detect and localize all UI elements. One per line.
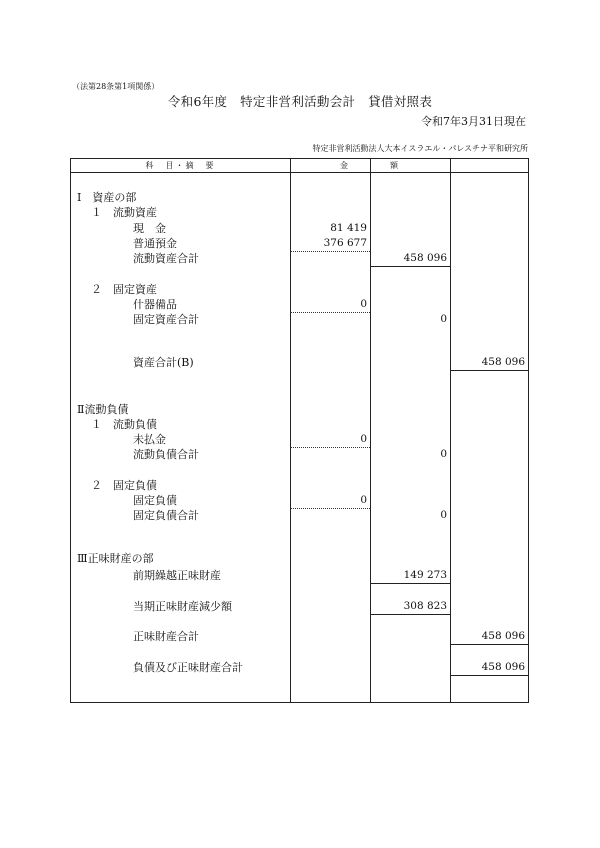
- header-row-rule: [71, 172, 528, 173]
- column-header-item: 科 目・摘 要: [145, 161, 216, 170]
- cash-label: 現 金: [133, 222, 166, 235]
- balance-sheet-table: [70, 158, 529, 703]
- fixed-liabilities-total-value: 0: [440, 509, 447, 521]
- fixed-assets-total-label: 固定資産合計: [133, 313, 199, 326]
- rule-grand-total: [450, 675, 528, 676]
- rule-assets-total: [450, 370, 528, 371]
- rule-net-assets-decrease: [370, 614, 450, 615]
- current-liabilities-total-value: 0: [440, 448, 447, 460]
- net-assets-decrease-value: 308 823: [403, 600, 447, 612]
- current-liabilities-total-label: 流動負債合計: [133, 448, 199, 461]
- column-divider-2: [370, 159, 371, 702]
- organization-name: 特定非営利活動法人大本イスラエル・パレスチナ平和研究所: [312, 144, 528, 153]
- rule-net-assets-total: [450, 644, 528, 645]
- prior-net-assets-label: 前期繰越正味財産: [133, 569, 221, 582]
- document-title: 令和6年度 特定非営利活動会計 貸借対照表: [167, 94, 433, 109]
- unpaid-label: 未払金: [133, 433, 166, 446]
- fixed-assets-total-value: 0: [440, 313, 447, 325]
- prior-net-assets-value: 149 273: [403, 569, 447, 581]
- rule-fixed-liabilities: [290, 508, 370, 509]
- law-reference-note: （法第28条第1項関係）: [72, 82, 160, 91]
- grand-total-value: 458 096: [481, 661, 525, 673]
- net-assets-total-value: 458 096: [481, 630, 525, 642]
- grand-total-label: 負債及び正味財産合計: [133, 661, 243, 674]
- column-header-amount: 金 額: [340, 161, 400, 170]
- equipment-value: 0: [360, 298, 367, 310]
- liabilities-section-heading: Ⅱ流動負債: [77, 403, 129, 416]
- deposit-label: 普通預金: [133, 237, 177, 250]
- rule-fixed-assets: [290, 312, 370, 313]
- cash-value: 81 419: [330, 222, 367, 234]
- column-divider-3: [450, 159, 451, 702]
- equipment-label: 什器備品: [133, 298, 177, 311]
- rule-current-liabilities: [290, 447, 370, 448]
- assets-total-label: 資産合計(B): [133, 356, 194, 369]
- current-liabilities-heading: １ 流動負債: [91, 418, 157, 431]
- current-assets-total-label: 流動資産合計: [133, 252, 199, 265]
- fixed-liabilities-heading: ２ 固定負債: [91, 479, 157, 492]
- current-assets-heading: １ 流動資産: [91, 206, 157, 219]
- deposit-value: 376 677: [323, 237, 367, 249]
- assets-section-heading: Ⅰ 資産の部: [77, 191, 137, 204]
- assets-total-value: 458 096: [481, 356, 525, 368]
- net-assets-total-label: 正味財産合計: [133, 630, 199, 643]
- rule-current-assets-total: [370, 266, 450, 267]
- fixed-liabilities-item-label: 固定負債: [133, 494, 177, 507]
- fixed-assets-heading: ２ 固定資産: [91, 283, 157, 296]
- current-assets-total-value: 458 096: [403, 252, 447, 264]
- rule-current-assets: [290, 251, 370, 252]
- net-assets-decrease-label: 当期正味財産減少額: [133, 600, 232, 613]
- net-assets-section-heading: Ⅲ正味財産の部: [77, 552, 154, 565]
- fixed-liabilities-item-value: 0: [360, 494, 367, 506]
- document-date: 令和7年3月31日現在: [421, 115, 526, 128]
- fixed-liabilities-total-label: 固定負債合計: [133, 509, 199, 522]
- unpaid-value: 0: [360, 433, 367, 445]
- rule-prior-net-assets: [370, 583, 450, 584]
